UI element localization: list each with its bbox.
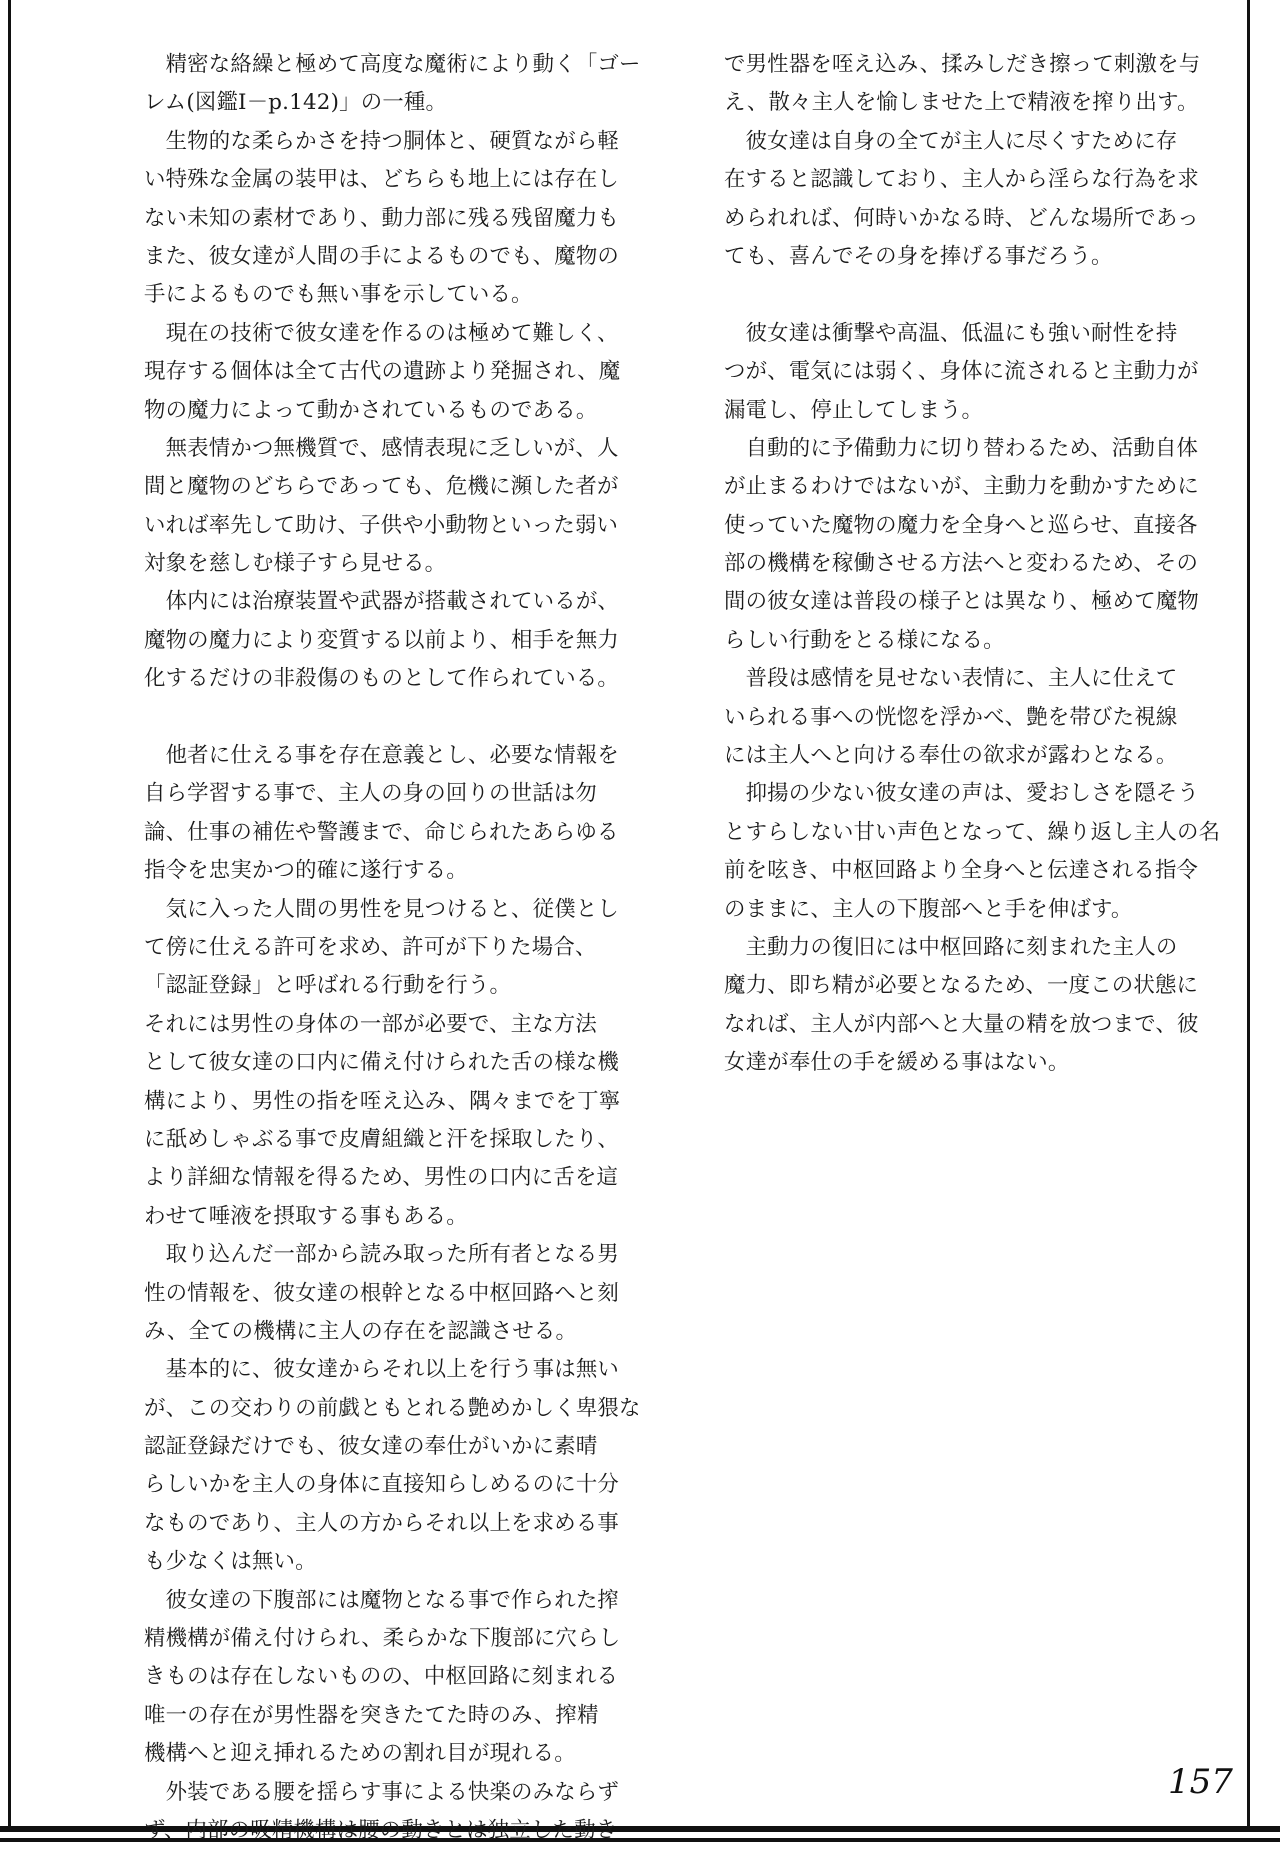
text-line: 構により、男性の指を咥え込み、隅々までを丁寧 [144, 1088, 621, 1114]
text-line: 唯一の存在が男性器を突きたてた時のみ、搾精 [144, 1702, 599, 1728]
text-line: み、全ての機構に主人の存在を認識させる。 [144, 1318, 578, 1344]
text-line: 間の彼女達は普段の様子とは異なり、極めて魔物 [724, 589, 1199, 615]
text-line: 魔物の魔力により変質する以前より、相手を無力 [144, 627, 619, 653]
text-line: に舐めしゃぶる事で皮膚組織と汗を採取したり、 [144, 1126, 619, 1152]
text-line: 機構へと迎え挿れるための割れ目が現れる。 [144, 1741, 576, 1767]
text-line: 「認証登録」と呼ばれる行動を行う。 [144, 973, 512, 999]
text-line: 指令を忠実かつ的確に遂行する。 [144, 858, 468, 884]
text-line: らしいかを主人の身体に直接知らしめるのに十分 [144, 1472, 619, 1498]
text-line: 物の魔力によって動かされているものである。 [144, 397, 598, 423]
text-line: 論、仕事の補佐や警護まで、命じられたあらゆる [144, 819, 619, 845]
text-line: きものは存在しないものの、中枢回路に刻まれる [144, 1664, 619, 1690]
text-line: 化するだけの非殺傷のものとして作られている。 [144, 666, 619, 692]
left-border-rule [8, 0, 11, 1826]
text-line: え、散々主人を愉しませた上で精液を搾り出す。 [724, 90, 1199, 116]
text-line: 手によるものでも無い事を示している。 [144, 282, 533, 308]
page-number: 157 [1168, 1762, 1233, 1802]
text-line: レム(図鑑Ⅰ－p.142)」の一種。 [144, 90, 448, 116]
text-line: いれば率先して助け、子供や小動物といった弱い [144, 512, 619, 538]
text-line: 精密な絡繰と極めて高度な魔術により動く「ゴー [144, 52, 641, 77]
text-line: 認証登録だけでも、彼女達の奉仕がいかに素晴 [144, 1434, 598, 1460]
right-text-column [724, 46, 1221, 1083]
text-line: 彼女達は衝撃や高温、低温にも強い耐性を持 [724, 320, 1178, 346]
text-line: 間と魔物のどちらであっても、危機に瀕した者が [144, 474, 619, 500]
text-line: 外装である腰を揺らす事による快楽のみならず [144, 1779, 619, 1805]
paragraph-spacer [724, 276, 1221, 314]
text-line: 性の情報を、彼女達の根幹となる中枢回路へと刻 [144, 1280, 619, 1306]
text-line: わせて唾液を摂取する事もある。 [144, 1203, 468, 1229]
text-line: て傍に仕える許可を求め、許可が下りた場合、 [144, 934, 597, 960]
text-line: として彼女達の口内に備え付けられた舌の様な機 [144, 1050, 619, 1076]
text-line: 現在の技術で彼女達を作るのは極めて難しく、 [144, 320, 619, 346]
text-line: 体内には治療装置や武器が搭載されているが、 [144, 589, 619, 615]
text-line: なれば、主人が内部へと大量の精を放つまで、彼 [724, 1011, 1199, 1037]
text-line: 他者に仕える事を存在意義とし、必要な情報を [144, 743, 619, 769]
paragraph-spacer [144, 699, 641, 737]
text-line: 現存する個体は全て古代の遺跡より発掘され、魔 [144, 359, 621, 385]
text-line: 基本的に、彼女達からそれ以上を行う事は無い [144, 1357, 619, 1383]
text-line: には主人へと向ける奉仕の欲求が露わとなる。 [724, 743, 1178, 769]
text-line: とすらしない甘い声色となって、繰り返し主人の名 [724, 819, 1221, 845]
left-text-column [144, 46, 641, 1850]
text-line: 使っていた魔物の魔力を全身へと巡らせ、直接各 [724, 512, 1198, 538]
text-line: それには男性の身体の一部が必要で、主な方法 [144, 1011, 597, 1037]
text-line: なものであり、主人の方からそれ以上を求める事 [144, 1510, 619, 1536]
text-line: 自動的に予備動力に切り替わるため、活動自体 [724, 435, 1199, 461]
text-line: 取り込んだ一部から読み取った所有者となる男 [144, 1242, 619, 1268]
text-line: められれば、何時いかなる時、どんな場所であっ [724, 205, 1199, 231]
text-line: のままに、主人の下腹部へと手を伸ばす。 [724, 896, 1133, 922]
text-line: また、彼女達が人間の手によるものでも、魔物の [144, 243, 619, 269]
text-line: 気に入った人間の男性を見つけると、従僕とし [144, 896, 619, 922]
text-line: より詳細な情報を得るため、男性の口内に舌を這 [144, 1165, 619, 1191]
text-line: 普段は感情を見せない表情に、主人に仕えて [724, 666, 1178, 692]
text-line: いられる事への恍惚を浮かべ、艶を帯びた視線 [724, 704, 1178, 730]
text-line: ない未知の素材であり、動力部に残る残留魔力も [144, 205, 619, 231]
text-line: で男性器を咥え込み、揉みしだき擦って刺激を与 [724, 52, 1201, 77]
text-line: 主動力の復旧には中枢回路に刻まれた主人の [724, 934, 1178, 960]
text-line: 前を呟き、中枢回路より全身へと伝達される指令 [724, 858, 1199, 884]
text-line: 精機構が備え付けられ、柔らかな下腹部に穴らし [144, 1626, 621, 1652]
text-line: が止まるわけではないが、主動力を動かすために [724, 474, 1199, 500]
text-line: 在すると認識しており、主人から淫らな行為を求 [724, 167, 1199, 193]
text-line: 無表情かつ無機質で、感情表現に乏しいが、人 [144, 435, 619, 461]
text-line: 対象を慈しむ様子すら見せる。 [144, 551, 447, 577]
text-line: 漏電し、停止してしまう。 [724, 397, 984, 423]
text-line: が、この交わりの前戯ともとれる艶めかしく卑猥な [144, 1395, 641, 1421]
text-line: 生物的な柔らかさを持つ胴体と、硬質ながら軽 [144, 128, 619, 154]
text-line: つが、電気には弱く、身体に流されると主動力が [724, 359, 1199, 385]
text-line: い特殊な金属の装甲は、どちらも地上には存在し [144, 167, 619, 193]
text-line: も少なくは無い。 [144, 1549, 317, 1575]
text-line: らしい行動をとる様になる。 [724, 627, 1005, 653]
text-line: 彼女達の下腹部には魔物となる事で作られた搾 [144, 1587, 619, 1613]
text-line: 女達が奉仕の手を緩める事はない。 [724, 1050, 1070, 1076]
text-line: 魔力、即ち精が必要となるため、一度この状態に [724, 973, 1199, 999]
text-line: 部の機構を稼働させる方法へと変わるため、その [724, 551, 1199, 577]
text-line: 彼女達は自身の全てが主人に尽くすために存 [724, 128, 1178, 154]
text-line: 自ら学習する事で、主人の身の回りの世話は勿 [144, 781, 597, 807]
right-border-rule [1247, 0, 1250, 1826]
text-line: ても、喜んでその身を捧げる事だろう。 [724, 243, 1113, 269]
text-line: 抑揚の少ない彼女達の声は、愛おしさを隠そう [724, 781, 1199, 807]
text-line: ず、内部の吸精機構は腰の動きとは独立した動き [144, 1817, 618, 1843]
